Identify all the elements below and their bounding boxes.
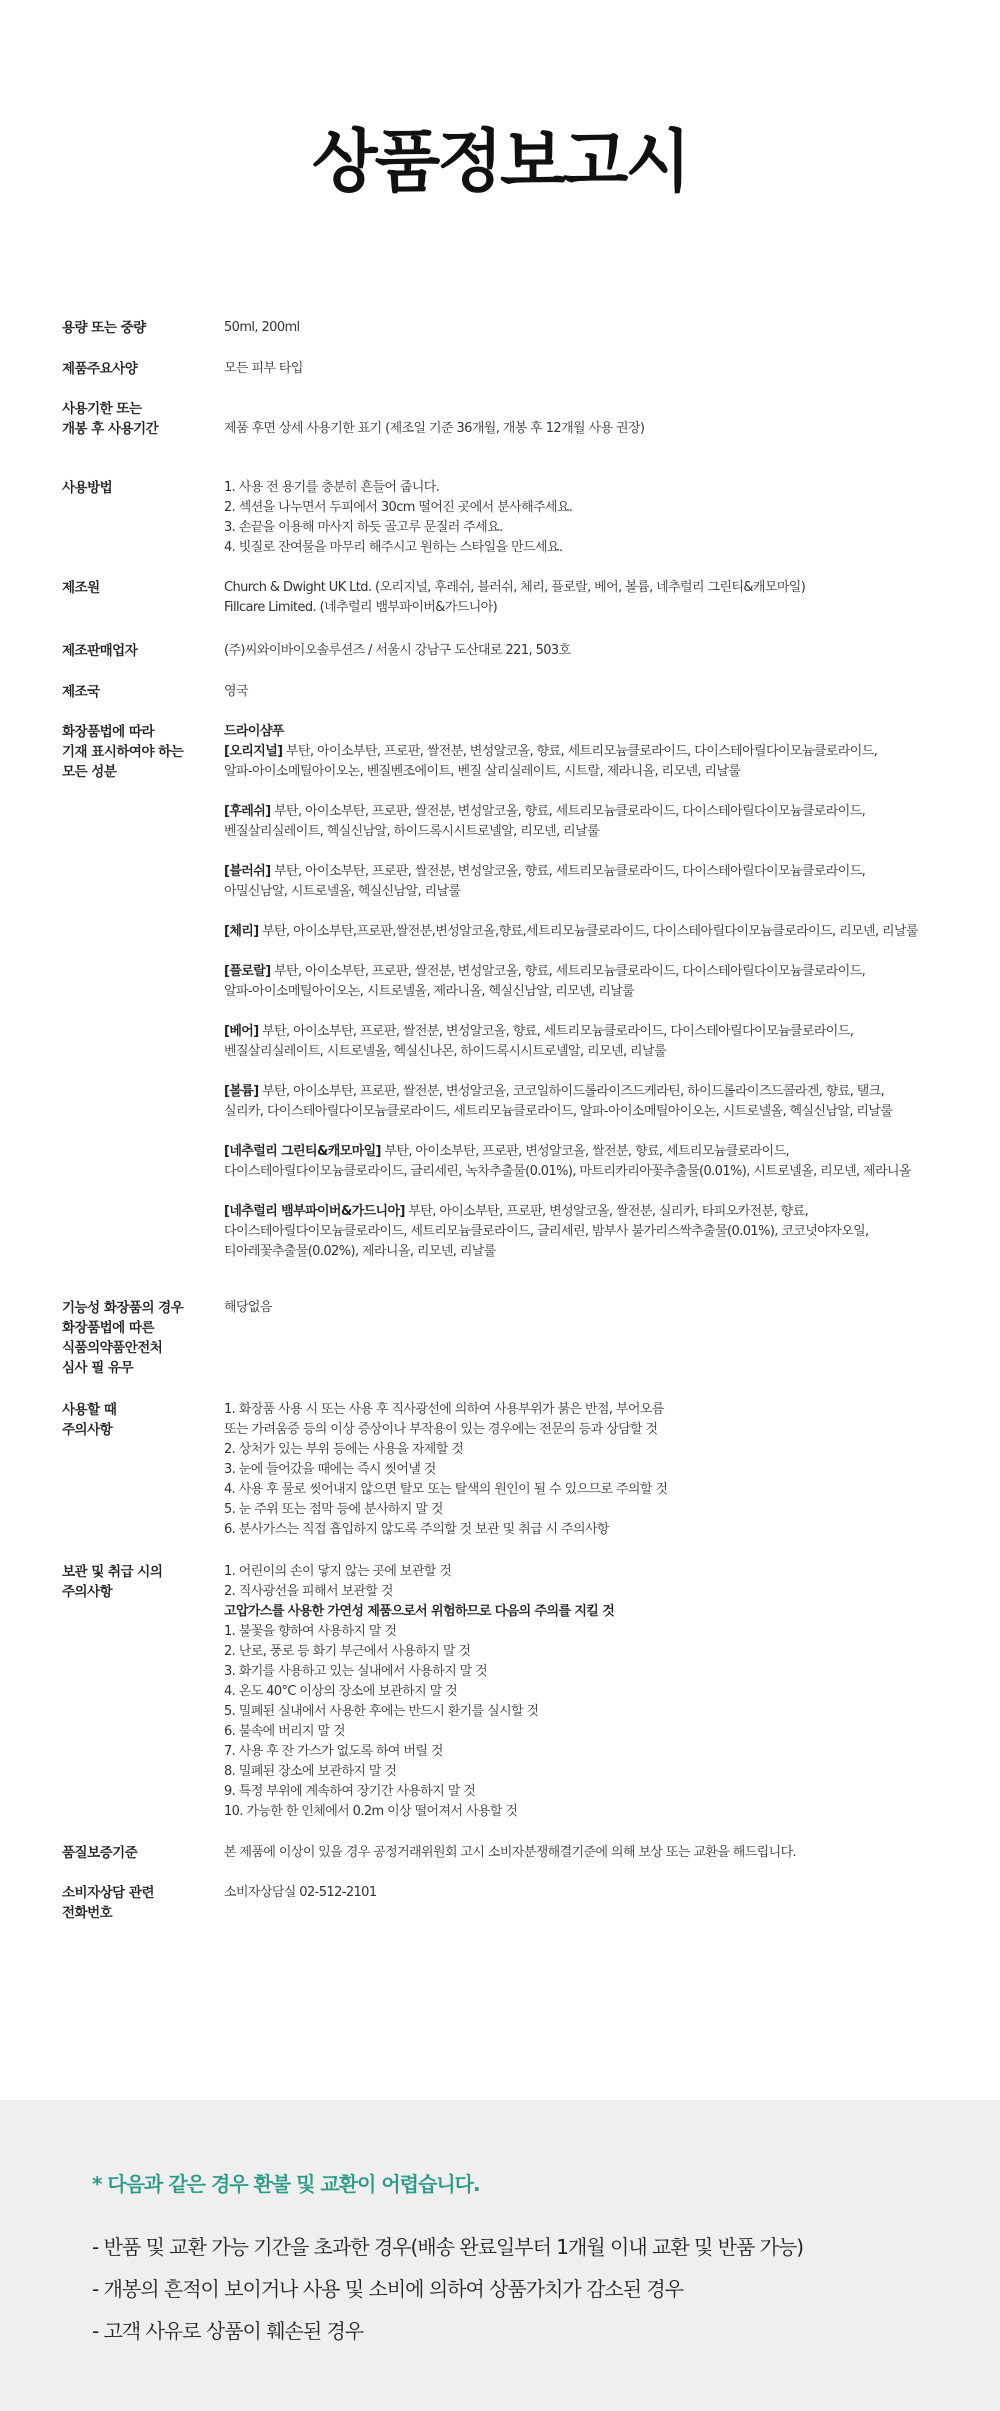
value-line: 1. 화장품 사용 시 또는 사용 후 직사광선에 의하여 사용부위가 붉은 반점, 부어오름 <box>224 1402 664 1417</box>
row-value <box>224 359 964 379</box>
value-line: Fillcare Limited. (네추럴리 뱀부파이버&가드니아) <box>224 600 498 615</box>
value-line: 2. 섹션을 나누면서 두피에서 30cm 떨어진 곳에서 분사해주세요. <box>224 500 573 515</box>
value-line: 부탄, 아이소부탄,프로판,쌀전분,변성알코올,향료,세트리모늄클로라이드, 다이스테아릴다이모늄클로라이드, 리모넨, 리날룰 <box>258 924 918 939</box>
value-line: 알파-아이소메틸아이오논, 벤질벤조에이트, 벤질 살리실레이트, 시트랄, 제라니올, 리모넨, 리날룰 <box>224 764 741 779</box>
row-value <box>224 419 964 439</box>
ingredient-group-original <box>224 742 964 782</box>
value-line: 본 제품에 이상이 있을 경우 공정거래위원회 고시 소비자분쟁해결기준에 의해 보상 또는 교환을 해드립니다. <box>224 1845 797 1860</box>
value-line: 4. 온도 40°C 이상의 장소에 보관하지 말 것 <box>224 1684 458 1699</box>
ingredient-group-cherry <box>224 922 964 942</box>
ingredient-group-volume <box>224 1082 964 1122</box>
value-line: 영국 <box>224 684 248 699</box>
value-line: 또는 가려움증 등의 이상 증상이나 부작용이 있는 경우에는 전문의 등과 상담할 것 <box>224 1422 658 1437</box>
row-value <box>224 1562 964 1822</box>
row-label: 용량 또는 중량 <box>62 320 146 336</box>
value-line: 3. 눈에 들어갔을 때에는 즉시 씻어낼 것 <box>224 1462 436 1477</box>
variant-name: [오리지널] <box>224 744 283 759</box>
notice-item: - 개봉의 흔적이 보이거나 사용 및 소비에 의하여 상품가치가 감소된 경우 <box>92 2277 684 2301</box>
variant-name: [플로랄] <box>224 964 271 979</box>
row-label: 사용방법 <box>62 480 113 496</box>
value-line: 8. 밀폐된 장소에 보관하지 말 것 <box>224 1764 397 1779</box>
value-line: 부탄, 아이소부탄, 프로판, 쌀전분, 변성알코올, 향료, 세트리모늄클로라이드, 다이스테아릴다이모늄클로라이드, <box>270 964 866 979</box>
value-line: 1. 어린이의 손이 닿지 않는 곳에 보관할 것 <box>224 1564 452 1579</box>
value-line: 부탄, 아이소부탄, 프로판, 쌀전분, 변성알코올, 코코일하이드롤라이즈드케라틴, 하이드롤라이즈드콜라겐, 향료, 탤크, <box>258 1084 885 1099</box>
value-line: 4. 사용 후 물로 씻어내지 않으면 탈모 또는 탈색의 원인이 될 수 있으므로 주의할 것 <box>224 1482 668 1497</box>
value-line: 부탄, 아이소부탄, 프로판, 변성알코올, 쌀전분, 향료, 세트리모늄클로라이드, <box>380 1144 790 1159</box>
value-line: 3. 화기를 사용하고 있는 실내에서 사용하지 말 것 <box>224 1664 488 1679</box>
value-line: (주)씨와이바이오솔루션즈 / 서울시 강남구 도산대로 221, 503호 <box>224 643 571 658</box>
value-line: 2. 상처가 있는 부위 등에는 사용을 자제할 것 <box>224 1442 464 1457</box>
ingredient-group-bamboo <box>224 1202 964 1262</box>
row-value <box>224 578 964 618</box>
value-line: 9. 특정 부위에 계속하여 장기간 사용하지 말 것 <box>224 1784 476 1799</box>
variant-name: [블러쉬] <box>224 864 271 879</box>
ingredient-group-floral <box>224 962 964 1002</box>
value-line: 3. 손끝을 이용해 마사지 하듯 골고루 문질러 주세요. <box>224 520 503 535</box>
value-line: 6. 분사가스는 직접 흡입하지 않도록 주의할 것 보관 및 취급 시 주의사항 <box>224 1522 609 1537</box>
contact-phone: 소비자상담실 02-512-2101 <box>224 1885 377 1900</box>
value-line: 부탄, 아이소부탄, 프로판, 변성알코올, 쌀전분, 실리카, 타피오카전분, 향료, <box>404 1204 809 1219</box>
ingredient-group-greentea <box>224 1142 964 1182</box>
row-label: 제조원 <box>62 580 100 596</box>
variant-name: [후레쉬] <box>224 804 271 819</box>
row-value <box>224 1298 964 1318</box>
value-line: 1. 불꽃을 향하여 사용하지 말 것 <box>224 1624 397 1639</box>
row-label: 소비자상담 관련 전화번호 <box>62 1885 154 1921</box>
value-line: 해당없음 <box>224 1300 272 1315</box>
value-line: 아밀신남알, 시트로넬올, 헥실신남알, 리날룰 <box>224 884 461 899</box>
row-label: 기능성 화장품의 경우 화장품법에 따른 식품의약품안전처 심사 필 유무 <box>62 1300 184 1376</box>
value-line: 티아레꽃추출물(0.02%), 제라니올, 리모넨, 리날룰 <box>224 1244 496 1259</box>
row-label: 품질보증기준 <box>62 1845 138 1861</box>
value-line: 5. 밀폐된 실내에서 사용한 후에는 반드시 환기를 실시할 것 <box>224 1704 539 1719</box>
row-label: 사용할 때 주의사항 <box>62 1402 117 1438</box>
row-value <box>224 1843 964 1863</box>
value-line: 다이스테아릴다이모늄클로라이드, 세트리모늄클로라이드, 글리세린, 밤부사 불가리스싹추출물(0.01%), 코코넛야자오일, <box>224 1224 869 1239</box>
value-line: 실리카, 다이스테아릴다이모늄클로라이드, 세트리모늄클로라이드, 알파-아이소메틸아이오논, 시트로넬올, 헥실신남알, 리날룰 <box>224 1104 893 1119</box>
ingredient-group-fresh <box>224 802 964 842</box>
value-line: 벤질살리실레이트, 헥실신남알, 하이드록시시트로넬알, 리모넨, 리날룰 <box>224 824 600 839</box>
variant-name: [네추럴리 그린티&캐모마일] <box>224 1144 381 1159</box>
value-line: 2. 직사광선을 피해서 보관할 것 <box>224 1584 393 1599</box>
value-line: 7. 사용 후 잔 가스가 없도록 하여 버릴 것 <box>224 1744 443 1759</box>
row-value <box>224 1883 964 1903</box>
value-line: 부탄, 아이소부탄, 프로판, 쌀전분, 변성알코올, 향료, 세트리모늄클로라이드, 다이스테아릴다이모늄클로라이드, <box>282 744 878 759</box>
notice-item: - 고객 사유로 상품이 훼손된 경우 <box>92 2319 364 2343</box>
value-line: 1. 사용 전 용기를 충분히 흔들어 줍니다. <box>224 480 440 495</box>
row-label: 보관 및 취급 시의 주의사항 <box>62 1564 163 1600</box>
variant-name: [볼륨] <box>224 1084 259 1099</box>
row-label: 화장품법에 따라 기재 표시하여야 하는 모든 성분 <box>62 724 184 780</box>
warning-line: 고압가스를 사용한 가연성 제품으로서 위험하므로 다음의 주의를 지킬 것 <box>224 1604 615 1619</box>
value-line: 10. 가능한 한 인체에서 0.2m 이상 떨어져서 사용할 것 <box>224 1804 518 1819</box>
value-line: 부탄, 아이소부탄, 프로판, 쌀전분, 변성알코올, 향료, 세트리모늄클로라이드, 다이스테아릴다이모늄클로라이드, <box>270 864 866 879</box>
value-line: 모든 피부 타입 <box>224 361 303 376</box>
variant-name: [체리] <box>224 924 259 939</box>
value-line: 50ml, 200ml <box>224 320 300 335</box>
value-line: 2. 난로, 풍로 등 화기 부근에서 사용하지 말 것 <box>224 1644 471 1659</box>
value-line: 다이스테아릴다이모늄클로라이드, 글리세린, 녹차추출물(0.01%), 마트리카리아꽃추출물(0.01%), 시트로넬올, 리모넨, 제라니올 <box>224 1164 911 1179</box>
row-value <box>224 318 964 338</box>
value-line: Church & Dwight UK Ltd. (오리지널, 후레쉬, 블러쉬, 체리, 플로랄, 베어, 볼륨, 네추럴리 그린티&캐모마일) <box>224 580 806 595</box>
value-line: 부탄, 아이소부탄, 프로판, 쌀전분, 변성알코올, 향료, 세트리모늄클로라이드, 다이스테아릴다이모늄클로라이드, <box>270 804 866 819</box>
notice-title: * 다음과 같은 경우 환불 및 교환이 어렵습니다. <box>92 2172 480 2196</box>
variant-name: [베어] <box>224 1024 259 1039</box>
row-label: 제품주요사양 <box>62 361 138 377</box>
variant-name: [네추럴리 뱀부파이버&가드니아] <box>224 1204 405 1219</box>
value-line: 벤질살리실레이트, 시트로넬올, 헥실신나몬, 하이드록시시트로넬알, 리모넨, 리날룰 <box>224 1044 666 1059</box>
row-value <box>224 682 964 702</box>
ingredient-heading: 드라이샴푸 <box>224 724 284 739</box>
value-line: 제품 후면 상세 사용기한 표기 (제조일 기준 36개월, 개봉 후 12개월 사용 권장) <box>224 421 645 436</box>
value-line: 알파-아이소메틸아이오논, 시트로넬올, 제라니올, 헥실신남알, 리모넨, 리날룰 <box>224 984 635 999</box>
notice-item: - 반품 및 교환 가능 기간을 초과한 경우(배송 완료일부터 1개월 이내 교환 및 반품 가능) <box>92 2235 804 2259</box>
ingredient-group-bare <box>224 1022 964 1062</box>
value-line: 부탄, 아이소부탄, 프로판, 쌀전분, 변성알코올, 향료, 세트리모늄클로라이드, 다이스테아릴다이모늄클로라이드, <box>258 1024 854 1039</box>
row-label: 제조판매업자 <box>62 643 138 659</box>
notice-list <box>92 2226 803 2352</box>
page-title: 상품정보고시 <box>311 123 689 202</box>
row-label: 사용기한 또는 개봉 후 사용기간 <box>62 401 159 437</box>
row-value <box>224 722 964 1262</box>
row-label: 제조국 <box>62 684 100 700</box>
row-value <box>224 641 964 661</box>
refund-notice-section <box>0 2100 1000 2411</box>
value-line: 4. 빗질로 잔여물을 마무리 해주시고 원하는 스타일을 만드세요. <box>224 540 563 555</box>
ingredient-group-blush <box>224 862 964 902</box>
value-line: 6. 불속에 버리지 말 것 <box>224 1724 345 1739</box>
row-value <box>224 1400 964 1540</box>
row-value <box>224 478 964 558</box>
value-line: 5. 눈 주위 또는 점막 등에 분사하지 말 것 <box>224 1502 443 1517</box>
